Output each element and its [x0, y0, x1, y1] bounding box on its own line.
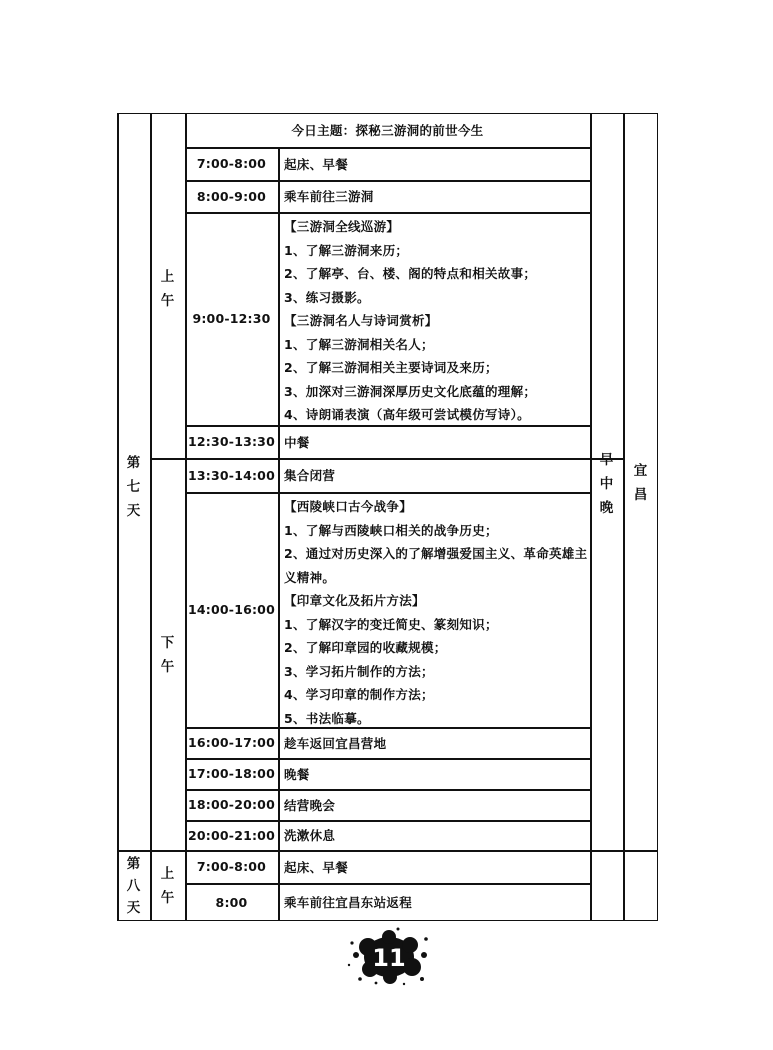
activity-cell: 乘车前往三游洞 [284, 189, 374, 204]
time-cell: 16:00-17:00 [188, 735, 275, 750]
time-cell: 14:00-16:00 [188, 602, 275, 617]
time-cell: 9:00-12:30 [192, 311, 271, 326]
day7-label-char: 天 [126, 503, 141, 519]
activity-line: 4、诗朗诵表演（高年级可尝试模仿写诗）。 [284, 407, 530, 422]
activity-line: 4、学习印章的制作方法； [284, 687, 434, 702]
day8-label-char: 第 [126, 855, 141, 872]
time-cell: 8:00 [215, 894, 248, 910]
activity-line: 2、了解亭、台、楼、阁的特点和相关故事； [284, 266, 537, 281]
activity-line: 义精神。 [284, 569, 336, 585]
time-cell: 7:00-8:00 [196, 859, 267, 874]
morning-label-char: 上 [160, 866, 175, 882]
morning-label-char: 午 [160, 890, 175, 906]
activity-detail-block [278, 215, 590, 427]
activity-line: 1、了解汉字的变迁简史、篆刻知识； [284, 616, 498, 632]
day7-morning-label [150, 264, 185, 314]
day8-label [117, 850, 150, 921]
time-cell: 18:00-20:00 [188, 797, 275, 812]
place-label-char: 昌 [633, 487, 648, 503]
day7-label-char: 第 [126, 455, 141, 471]
day7-label [117, 450, 150, 524]
page-number: 11 [372, 944, 406, 972]
activity-cell: 结营晚会 [284, 797, 336, 813]
activity-line: 1、了解三游洞相关名人； [284, 336, 434, 352]
activity-line: 【印章文化及拓片方法】 [284, 593, 425, 608]
activity-cell: 趁车返回宜昌营地 [284, 735, 387, 751]
meals-label-char: 早 [599, 452, 614, 468]
activity-line: 2、通过对历史深入的了解增强爱国主义、革命英雄主 [284, 546, 588, 561]
activity-cell: 集合闭营 [284, 468, 336, 483]
day8-label-char: 八 [126, 877, 141, 894]
place-label [623, 458, 658, 508]
activity-cell: 晚餐 [284, 766, 310, 782]
meals-label-char: 中 [599, 476, 614, 492]
activity-line: 3、学习拓片制作的方法； [284, 663, 434, 679]
activity-line: 【西陵峡口古今战争】 [284, 499, 413, 514]
activity-line: 5、书法临摹。 [284, 710, 370, 726]
activity-cell: 起床、早餐 [284, 859, 349, 875]
day-theme: 今日主题：探秘三游洞的前世今生 [291, 123, 484, 138]
activity-cell: 乘车前往宜昌东站返程 [284, 895, 413, 910]
time-cell: 13:30-14:00 [188, 467, 275, 483]
activity-cell: 洗漱休息 [284, 828, 336, 843]
time-cell: 7:00-8:00 [196, 156, 267, 171]
morning-label-char: 午 [160, 293, 175, 309]
activity-line: 2、了解印章园的收藏规模； [284, 640, 447, 655]
day8-morning-label [150, 856, 185, 916]
time-cell: 17:00-18:00 [188, 766, 275, 781]
activity-cell: 中餐 [284, 434, 310, 450]
afternoon-label-char: 午 [160, 659, 175, 675]
day8-label-char: 天 [126, 899, 141, 916]
morning-label-char: 上 [160, 269, 175, 285]
col-divider [623, 113, 625, 921]
meals-label-char: 晚 [599, 500, 614, 516]
activity-line: 【三游洞名人与诗词赏析】 [284, 313, 438, 328]
activity-detail-block [278, 495, 590, 730]
place-label-char: 宜 [633, 463, 648, 479]
activity-line: 1、了解与西陵峡口相关的战争历史； [284, 522, 498, 538]
afternoon-label-char: 下 [160, 635, 175, 651]
time-cell: 8:00-9:00 [196, 188, 267, 204]
activity-line: 3、练习摄影。 [284, 289, 370, 305]
time-cell: 20:00-21:00 [188, 827, 275, 843]
activity-line: 【三游洞全线巡游】 [284, 219, 400, 234]
page-number-badge [346, 925, 432, 987]
activity-line: 3、加深对三游洞深厚历史文化底蕴的理解； [284, 383, 537, 399]
col-divider [150, 113, 152, 921]
day7-afternoon-label [150, 630, 185, 680]
activity-line: 1、了解三游洞来历； [284, 242, 409, 258]
time-cell: 12:30-13:30 [188, 434, 275, 449]
activity-line: 2、了解三游洞相关主要诗词及来历； [284, 360, 498, 375]
day7-label-char: 七 [126, 479, 141, 495]
activity-cell: 起床、早餐 [284, 156, 349, 172]
